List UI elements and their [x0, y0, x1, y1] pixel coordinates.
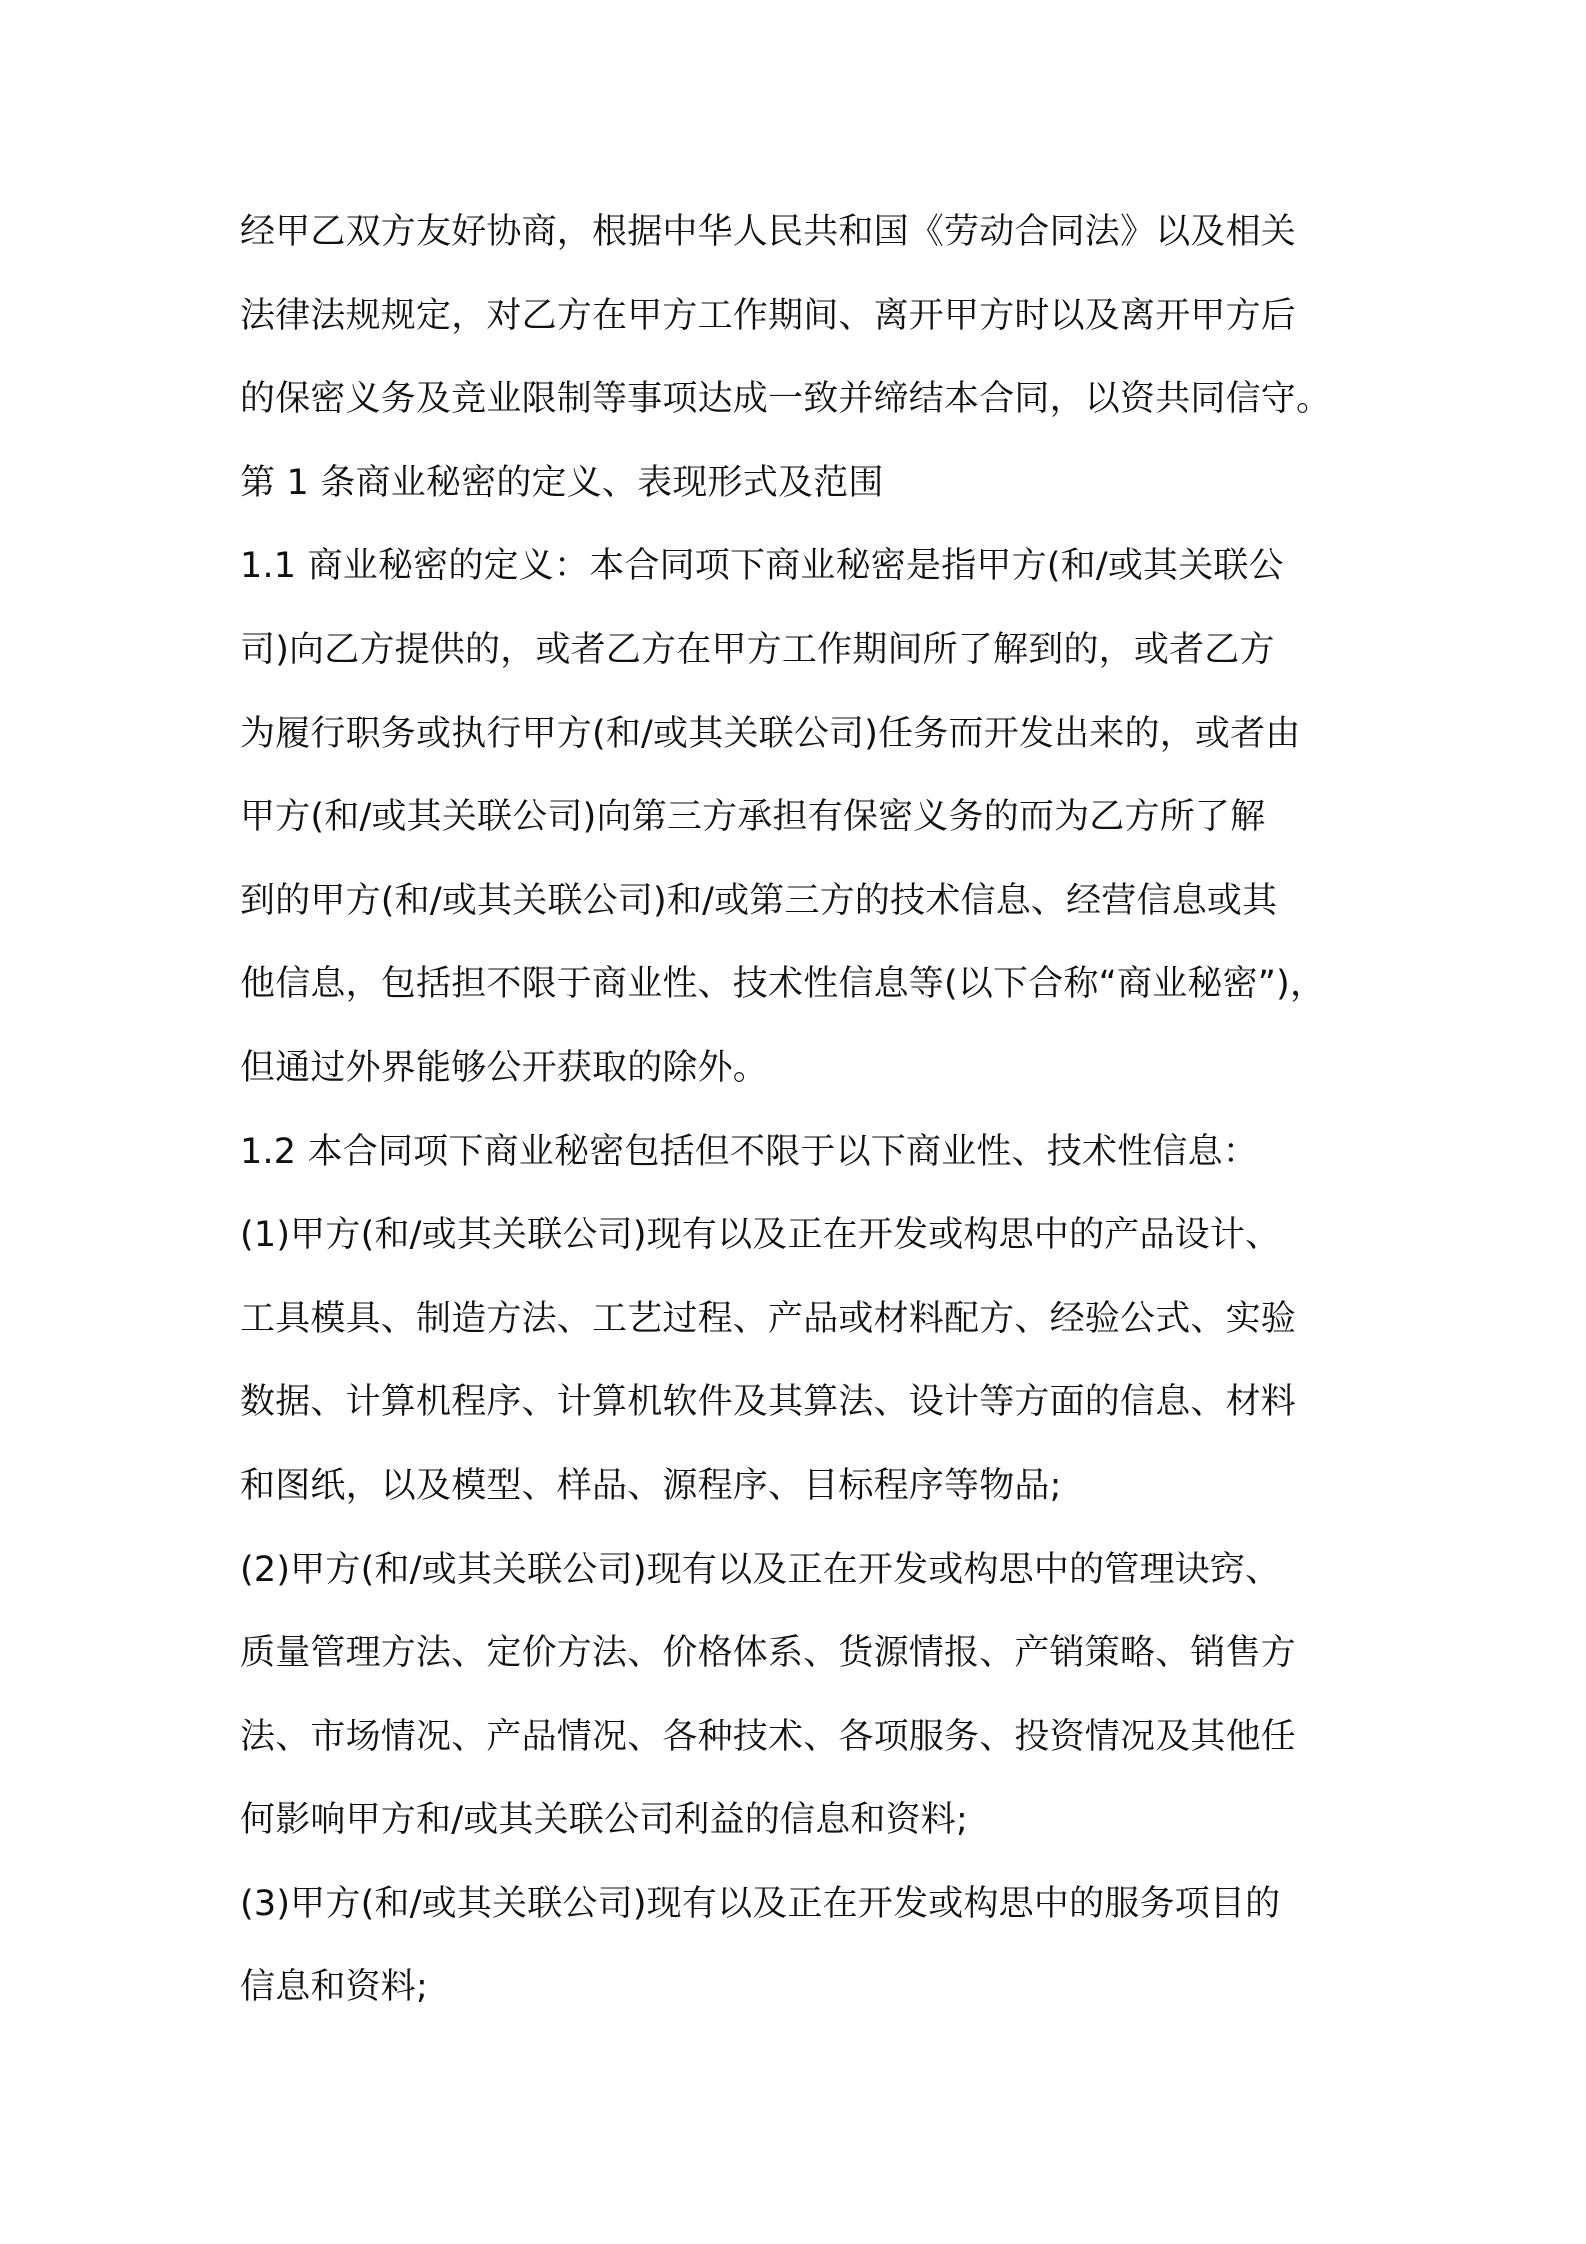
clause-1-1-line: 甲方(和/或其关联公司)向第三方承担有保密义务的而为乙方所了解: [240, 797, 1266, 838]
item-2-line: (2)甲方(和/或其关联公司)现有以及正在开发或构思中的管理诀窍、: [240, 1549, 1281, 1590]
clause-1-1-line: 但通过外界能够公开获取的除外。: [240, 1047, 769, 1088]
item-1-line: 工具模具、制造方法、工艺过程、产品或材料配方、经验公式、实验: [240, 1298, 1297, 1339]
section-heading: 第 1 条商业秘密的定义、表现形式及范围: [240, 462, 884, 503]
item-2-line: 质量管理方法、定价方法、价格体系、货源情报、产销策略、销售方: [240, 1633, 1297, 1674]
clause-1-1-line: 1.1 商业秘密的定义：本合同项下商业秘密是指甲方(和/或其关联公: [240, 546, 1284, 587]
paragraph-line: 的保密义务及竞业限制等事项达成一致并缔结本合同，以资共同信守。: [240, 379, 1332, 420]
clause-1-2-line: 1.2 本合同项下商业秘密包括但不限于以下商业性、技术性信息：: [240, 1131, 1258, 1172]
item-2-line: 法、市场情况、产品情况、各种技术、各项服务、投资情况及其他任: [240, 1716, 1297, 1757]
item-3-line: 信息和资料;: [240, 1967, 428, 2008]
paragraph-line: 经甲乙双方友好协商，根据中华人民共和国《劳动合同法》以及相关: [240, 212, 1297, 252]
document-body: [240, 200, 1360, 2039]
item-1-line: 数据、计算机程序、计算机软件及其算法、设计等方面的信息、材料: [240, 1382, 1297, 1423]
clause-1-1-line: 为履行职务或执行甲方(和/或其关联公司)任务而开发出来的，或者由: [240, 713, 1301, 754]
item-1-line: 和图纸，以及模型、样品、源程序、目标程序等物品;: [240, 1465, 1062, 1506]
clause-1-1-line: 司)向乙方提供的，或者乙方在甲方工作期间所了解到的，或者乙方: [240, 629, 1275, 670]
paragraph-line: 法律法规规定，对乙方在甲方工作期间、离开甲方时以及离开甲方后: [240, 295, 1297, 336]
item-2-line: 何影响甲方和/或其关联公司利益的信息和资料;: [240, 1800, 968, 1841]
clause-1-1-line: 到的甲方(和/或其关联公司)和/或第三方的技术信息、经营信息或其: [240, 880, 1278, 921]
item-1-line: (1)甲方(和/或其关联公司)现有以及正在开发或构思中的产品设计、: [240, 1215, 1281, 1256]
item-3-line: (3)甲方(和/或其关联公司)现有以及正在开发或构思中的服务项目的: [240, 1883, 1281, 1924]
clause-1-1-line: 他信息，包括担不限于商业性、技术性信息等(以下合称“商业秘密”)，: [240, 964, 1326, 1005]
